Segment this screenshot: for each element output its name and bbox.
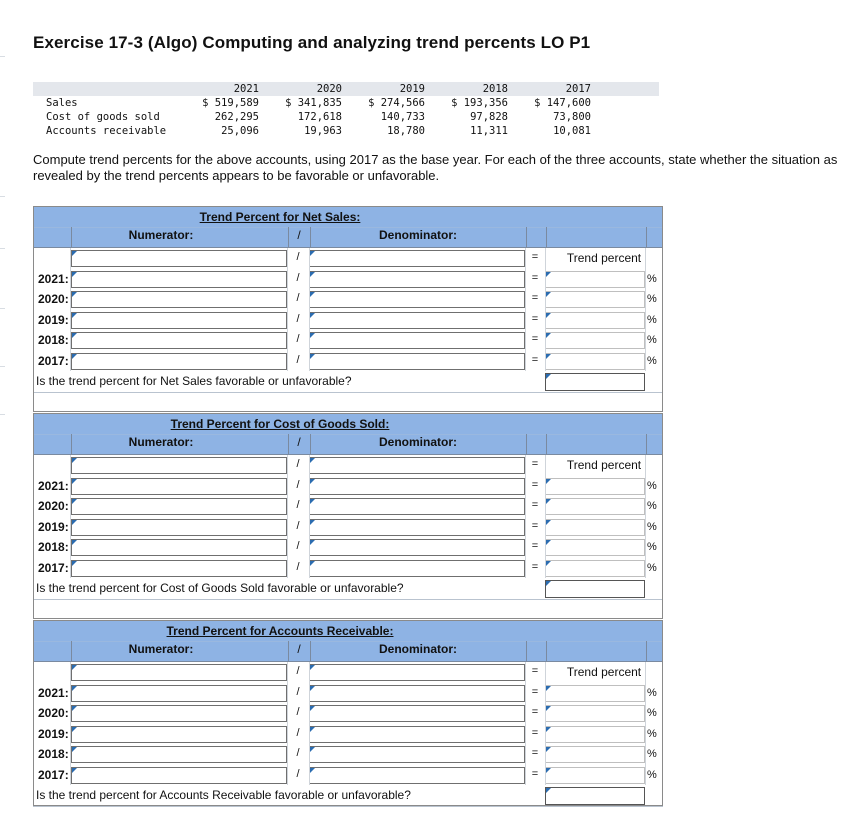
given-row-sales [33,96,659,110]
denominator-input[interactable] [309,767,525,784]
given-value: 140,733 [380,111,425,123]
numerator-input[interactable] [71,519,287,536]
given-year: 2019 [342,82,425,96]
given-year: 2017 [508,82,591,96]
denominator-input[interactable] [309,705,525,722]
year-row [33,269,663,290]
year-row [33,351,663,372]
year-row [33,496,663,517]
year-row [33,310,663,331]
denominator-input[interactable] [309,560,525,577]
numerator-input[interactable] [71,726,287,743]
given-value: $ 274,566 [368,97,425,109]
section-header [33,206,663,248]
given-data-table [33,82,659,138]
year-row [33,683,663,704]
given-row-cogs [33,110,659,124]
denominator-input[interactable] [309,726,525,743]
trend-percent-input[interactable] [545,498,645,515]
favorable-select[interactable] [545,787,645,805]
year-label: 2020: [38,292,69,306]
trend-percent-input[interactable] [545,291,645,308]
trend-percent-input[interactable] [545,519,645,536]
trend-percent-input[interactable] [545,539,645,556]
percent-sign: % [647,686,657,699]
numerator-input[interactable] [71,332,287,349]
given-row-label: Accounts receivable [46,125,167,137]
grid-line [287,662,288,785]
favorable-select[interactable] [545,373,645,391]
section-title: Trend Percent for Accounts Receivable: [166,624,394,638]
given-value: $ 519,589 [202,97,259,109]
divide-symbol: / [296,353,300,366]
trend-percent-input[interactable] [545,312,645,329]
given-value: 73,800 [553,111,591,123]
numerator-header: Numerator: [128,435,194,449]
equals-symbol: = [531,706,539,718]
trend-percent-input[interactable] [545,271,645,288]
divide-symbol: / [296,747,300,759]
numerator-input[interactable] [71,457,287,474]
denominator-input[interactable] [309,746,525,763]
equals-symbol: = [531,767,539,780]
denominator-input[interactable] [309,332,525,349]
divide-symbol: / [296,458,300,470]
equals-symbol: = [531,665,539,677]
numerator-input[interactable] [71,291,287,308]
given-value: $ 147,600 [534,97,591,109]
grid-line [287,455,288,578]
given-value: 18,780 [387,125,425,137]
year-label: 2018: [38,333,69,347]
percent-sign: % [647,748,657,760]
numerator-input[interactable] [71,353,287,370]
question-row [33,578,663,599]
equals-symbol: = [531,271,539,284]
given-year: 2021 [168,82,259,96]
question-row [33,785,663,806]
percent-sign: % [647,313,657,326]
grid-line [525,248,526,371]
divide-symbol: / [296,271,300,284]
year-row [33,724,663,745]
year-label: 2021: [38,478,69,493]
given-row-label: Cost of goods sold [46,111,160,123]
percent-sign: % [647,541,657,553]
section-title: Trend Percent for Net Sales: [199,210,361,224]
numerator-header: Numerator: [128,228,194,242]
divide-symbol: / [297,228,301,242]
equals-symbol: = [531,312,539,325]
given-value: 172,618 [297,111,342,123]
percent-sign: % [647,354,657,367]
trend-percent-input[interactable] [545,560,645,577]
trend-percent-input[interactable] [545,685,645,702]
year-label: 2018: [38,540,69,554]
question-text: Is the trend percent for Accounts Receivable favorable or unfavorable? [36,788,411,802]
trend-percent-input[interactable] [545,478,645,495]
denominator-input[interactable] [309,271,525,288]
given-value: $ 193,356 [451,97,508,109]
year-label: 2017: [38,353,69,368]
grid-line [70,248,71,371]
trend-percent-input[interactable] [545,705,645,722]
equals-symbol: = [531,333,539,345]
denominator-input[interactable] [309,353,525,370]
percent-sign: % [647,520,657,533]
year-label: 2018: [38,747,69,761]
given-value: 11,311 [470,125,508,137]
equals-symbol: = [531,540,539,552]
year-row [33,765,663,786]
equals-symbol: = [531,560,539,573]
grid-line [309,248,310,371]
grid-line [70,455,71,578]
year-row [33,537,663,558]
trend-percent-label: Trend percent [566,251,642,265]
year-row [33,744,663,765]
numerator-input[interactable] [71,271,287,288]
percent-sign: % [647,707,657,719]
divide-symbol: / [296,706,300,718]
given-value: 19,963 [304,125,342,137]
question-row [33,371,663,392]
denominator-input[interactable] [309,664,525,681]
numerator-input[interactable] [71,312,287,329]
trend-percent-input[interactable] [545,746,645,763]
given-value: 97,828 [470,111,508,123]
instructions: Compute trend percents for the above accounts, using 2017 as the base year. For each of the three accounts, state whether the situation as revealed by the trend percents appears to be favorable or unfavorable. [33,152,838,183]
equals-symbol: = [531,478,539,491]
grid-line [545,248,546,371]
year-label: 2017: [38,560,69,575]
year-label: 2019: [38,726,69,741]
divide-symbol: / [296,665,300,677]
year-row [33,517,663,538]
equals-symbol: = [531,499,539,511]
divide-symbol: / [296,685,300,698]
equals-symbol: = [531,747,539,759]
divide-symbol: / [296,560,300,573]
equals-symbol: = [531,251,539,263]
divide-symbol: / [296,519,300,532]
grid-line [645,662,646,785]
grid-line [545,662,546,785]
numerator-input[interactable] [71,539,287,556]
divide-symbol: / [297,435,301,449]
trend-percent-input[interactable] [545,726,645,743]
divide-symbol: / [296,292,300,304]
year-row [33,476,663,497]
given-year: 2018 [425,82,508,96]
section-title: Trend Percent for Cost of Goods Sold: [170,417,390,431]
grid-line [645,455,646,578]
grid-line [545,455,546,578]
page-title: Exercise 17-3 (Algo) Computing and analyzing trend percents LO P1 [33,33,591,52]
percent-sign: % [647,293,657,305]
denominator-header: Denominator: [379,228,457,242]
section-header [33,413,663,455]
percent-sign: % [647,334,657,346]
year-label: 2021: [38,271,69,286]
left-edge-marks [0,0,6,420]
question-text: Is the trend percent for Cost of Goods Sold favorable or unfavorable? [36,581,404,595]
trend-percent-label: Trend percent [566,458,642,472]
question-text: Is the trend percent for Net Sales favorable or unfavorable? [36,374,352,388]
equals-symbol: = [531,685,539,698]
trend-percent-label: Trend percent [566,665,642,679]
year-row [33,330,663,351]
favorable-select[interactable] [545,580,645,598]
given-year: 2020 [259,82,342,96]
given-value: 262,295 [214,111,259,123]
trend-percent-input[interactable] [545,767,645,784]
numerator-input[interactable] [71,705,287,722]
denominator-input[interactable] [309,519,525,536]
header-input-row [33,662,663,683]
denominator-input[interactable] [309,250,525,267]
equals-symbol: = [531,353,539,366]
section-header [33,620,663,662]
year-row [33,703,663,724]
trend-percent-input[interactable] [545,332,645,349]
given-value: $ 341,835 [285,97,342,109]
percent-sign: % [647,561,657,574]
grid-line [287,248,288,371]
percent-sign: % [647,272,657,285]
year-label: 2019: [38,312,69,327]
percent-sign: % [647,727,657,740]
grid-line [309,662,310,785]
section-separator [33,599,663,600]
header-input-row [33,455,663,476]
grid-line [70,662,71,785]
divide-symbol: / [296,333,300,345]
year-row [33,289,663,310]
numerator-header: Numerator: [128,642,194,656]
grid-line [525,662,526,785]
denominator-input[interactable] [309,312,525,329]
denominator-input[interactable] [309,498,525,515]
denominator-input[interactable] [309,457,525,474]
divide-symbol: / [296,251,300,263]
numerator-input[interactable] [71,664,287,681]
grid-line [525,455,526,578]
given-value: 25,096 [221,125,259,137]
numerator-input[interactable] [71,746,287,763]
section-separator [33,806,663,807]
grid-line [309,455,310,578]
section-separator [33,392,663,393]
equals-symbol: = [531,519,539,532]
divide-symbol: / [296,312,300,325]
year-label: 2017: [38,767,69,782]
numerator-input[interactable] [71,478,287,495]
numerator-input[interactable] [71,685,287,702]
grid-line [645,248,646,371]
trend-percent-input[interactable] [545,353,645,370]
denominator-input[interactable] [309,291,525,308]
year-label: 2020: [38,706,69,720]
equals-symbol: = [531,458,539,470]
given-row-ar [33,124,659,138]
numerator-input[interactable] [71,250,287,267]
year-label: 2019: [38,519,69,534]
denominator-input[interactable] [309,685,525,702]
denominator-header: Denominator: [379,642,457,656]
numerator-input[interactable] [71,560,287,577]
denominator-header: Denominator: [379,435,457,449]
numerator-input[interactable] [71,767,287,784]
divide-symbol: / [296,478,300,491]
header-input-row [33,248,663,269]
divide-symbol: / [296,499,300,511]
divide-symbol: / [296,726,300,739]
percent-sign: % [647,500,657,512]
equals-symbol: = [531,726,539,739]
denominator-input[interactable] [309,478,525,495]
divide-symbol: / [296,540,300,552]
given-year-row [33,82,659,96]
percent-sign: % [647,768,657,781]
given-row-label: Sales [46,97,78,109]
numerator-input[interactable] [71,498,287,515]
equals-symbol: = [531,292,539,304]
denominator-input[interactable] [309,539,525,556]
percent-sign: % [647,479,657,492]
year-label: 2021: [38,685,69,700]
year-row [33,558,663,579]
divide-symbol: / [297,642,301,656]
divide-symbol: / [296,767,300,780]
given-value: 10,081 [553,125,591,137]
year-label: 2020: [38,499,69,513]
